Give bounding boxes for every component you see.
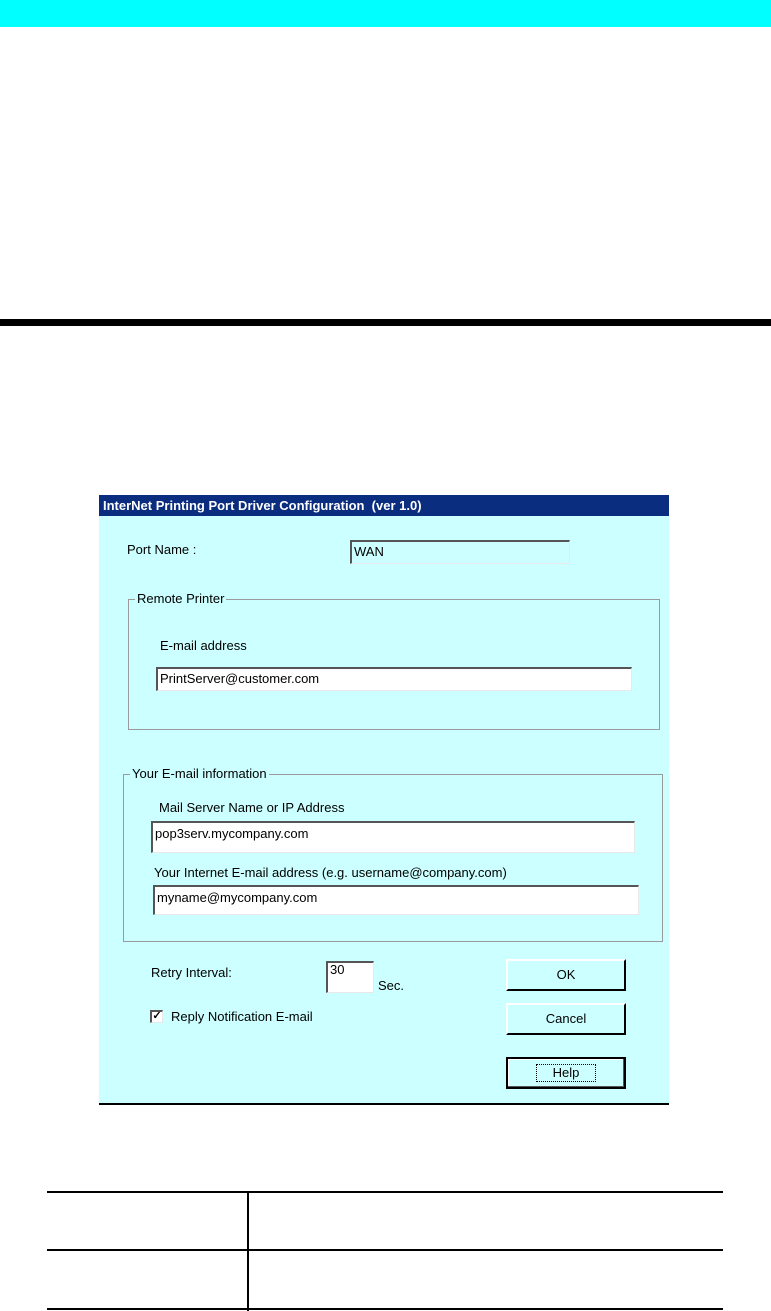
your-email-address-input[interactable]: myname@mycompany.com [153, 885, 639, 915]
your-email-legend: Your E-mail information [132, 766, 267, 781]
retry-interval-input[interactable]: 30 [326, 961, 374, 993]
remote-printer-legend: Remote Printer [137, 591, 225, 606]
remote-email-label: E-mail address [160, 638, 247, 653]
your-email-address-label: Your Internet E-mail address (e.g. username@company.com) [154, 865, 507, 880]
ok-button[interactable] [506, 959, 626, 991]
cancel-button-label: Cancel [545, 1011, 587, 1026]
port-config-dialog [99, 495, 669, 1105]
retry-unit-label: Sec. [378, 978, 405, 993]
table-column-divider [247, 1191, 249, 1311]
retry-interval-label: Retry Interval: [151, 965, 232, 980]
section-divider [0, 319, 771, 326]
port-name-label: Port Name : [127, 542, 197, 557]
dialog-title: InterNet Printing Port Driver Configuration (ver 1.0) [99, 495, 669, 516]
reply-notification-checkbox[interactable] [150, 1010, 163, 1023]
cancel-button[interactable] [506, 1003, 626, 1035]
top-color-band [0, 0, 771, 27]
table-middle-rule [47, 1249, 723, 1251]
reply-notification-label: Reply Notification E-mail [171, 1009, 313, 1024]
help-button[interactable] [506, 1057, 626, 1089]
description-table [47, 1191, 723, 1311]
ok-button-label: OK [556, 967, 576, 982]
remote-email-input[interactable]: PrintServer@customer.com [156, 667, 632, 691]
your-email-group [123, 766, 663, 942]
table-top-rule [47, 1191, 723, 1193]
help-button-label: Help [536, 1064, 597, 1082]
table-bottom-rule [47, 1308, 723, 1310]
check-mark-icon: ✓ [152, 1010, 162, 1022]
mail-server-label: Mail Server Name or IP Address [159, 800, 345, 815]
remote-printer-group [128, 591, 660, 730]
port-name-field: WAN [350, 540, 570, 564]
mail-server-input[interactable]: pop3serv.mycompany.com [151, 821, 635, 853]
